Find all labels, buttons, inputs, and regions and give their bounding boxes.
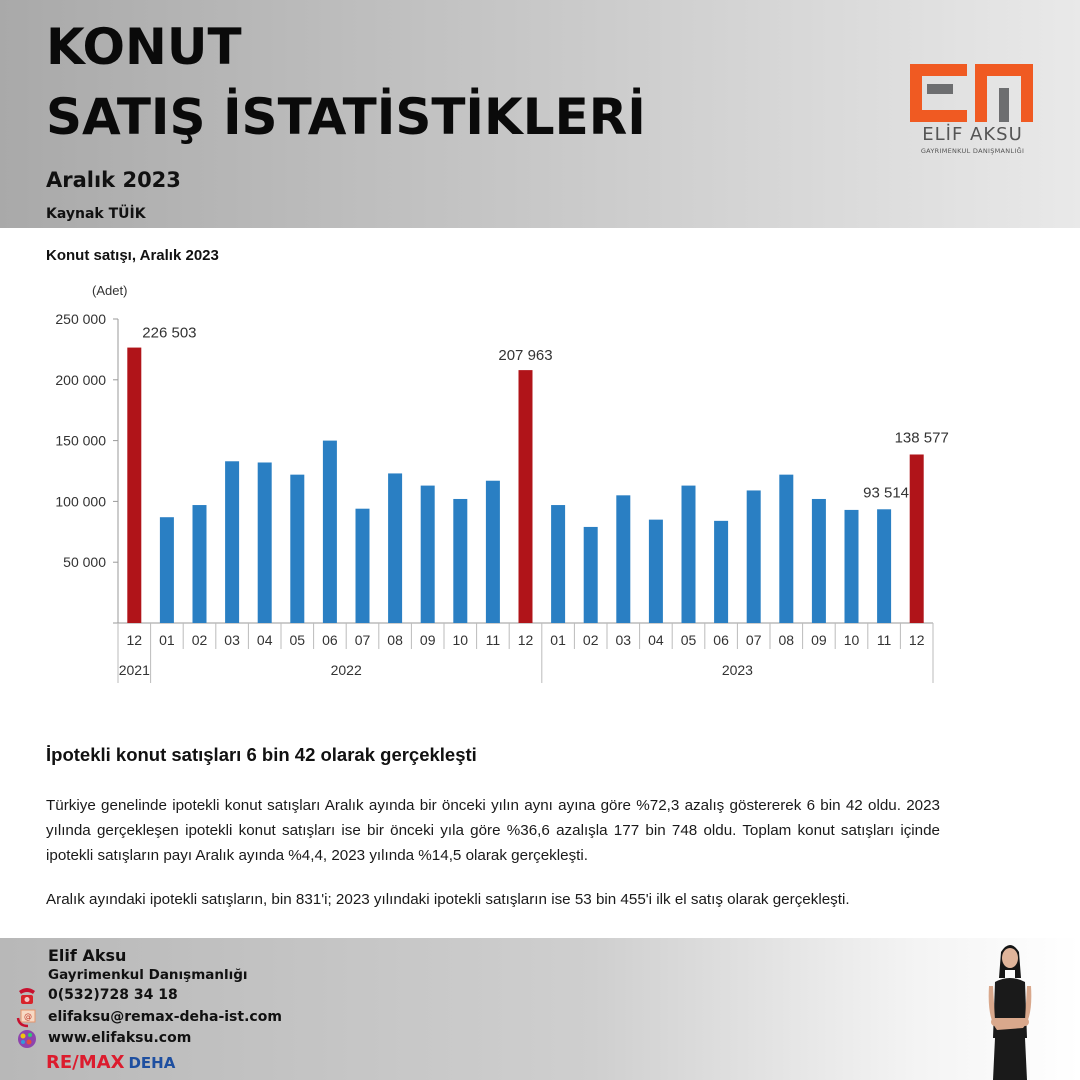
x-tick-label: 10 <box>452 632 469 648</box>
bar <box>649 520 663 623</box>
data-source: Kaynak TÜİK <box>46 206 146 222</box>
bar <box>160 517 174 623</box>
y-axis-label: (Adet) <box>92 283 128 298</box>
phone-number[interactable]: 0(532)728 34 18 <box>48 987 178 1003</box>
bar <box>453 499 467 623</box>
bar <box>290 475 304 623</box>
bar <box>779 475 793 623</box>
page-title-line1: KONUT <box>46 18 242 76</box>
header-banner <box>0 0 1080 228</box>
ea-logo-icon <box>905 62 1040 124</box>
chart-title: Konut satışı, Aralık 2023 <box>46 247 219 264</box>
bar-highlight <box>519 370 533 623</box>
x-tick-label: 12 <box>126 632 143 648</box>
x-tick-label: 04 <box>256 632 273 648</box>
x-tick-label: 05 <box>289 632 306 648</box>
x-tick-label: 06 <box>322 632 338 648</box>
x-tick-label: 02 <box>191 632 208 648</box>
bar <box>584 527 598 623</box>
bar <box>616 495 630 623</box>
bar <box>225 461 239 623</box>
x-tick-label: 07 <box>745 632 762 648</box>
article-title: İpotekli konut satışları 6 bin 42 olarak gerçekleşti <box>46 744 477 765</box>
svg-text:@: @ <box>24 1012 32 1021</box>
bar <box>421 486 435 623</box>
bar <box>714 521 728 623</box>
data-label: 138 577 <box>894 429 949 447</box>
bar <box>877 509 891 623</box>
x-tick-label: 11 <box>876 632 892 648</box>
x-tick-label: 09 <box>419 632 436 648</box>
bar <box>258 462 272 623</box>
email-icon <box>16 1008 38 1028</box>
year-label: 2022 <box>330 662 362 678</box>
brand-logo <box>905 62 1040 162</box>
data-label: 93 514 <box>863 484 910 502</box>
x-tick-label: 08 <box>387 632 403 648</box>
x-tick-label: 04 <box>648 632 664 648</box>
year-label: 2021 <box>118 662 150 678</box>
x-tick-label: 10 <box>843 632 860 648</box>
bar <box>845 510 859 623</box>
x-tick-label: 05 <box>680 632 697 648</box>
x-tick-label: 01 <box>159 632 175 648</box>
data-label: 207 963 <box>498 347 553 365</box>
globe-icon <box>16 1029 38 1049</box>
deha-wordmark: DEHA <box>128 1054 176 1072</box>
remax-wordmark: RE/MAX <box>46 1052 125 1073</box>
article-paragraph-2: Aralık ayındaki ipotekli satışların, bin 831'i; 2023 yılındaki ipotekli satışların ise 53 bin 455'i ilk el satış olarak gerçekleşti. <box>46 891 850 908</box>
bar <box>812 499 826 623</box>
bar <box>486 481 500 623</box>
email-link[interactable]: elifaksu@remax-deha-ist.com <box>48 1009 282 1025</box>
x-tick-label: 09 <box>811 632 827 648</box>
agent-role: Gayrimenkul Danışmanlığı <box>48 967 248 983</box>
x-tick-label: 01 <box>550 632 566 648</box>
x-tick-label: 02 <box>582 632 599 648</box>
agent-photo <box>975 938 1045 1080</box>
x-tick-label: 03 <box>615 632 632 648</box>
website-link[interactable]: www.elifaksu.com <box>48 1030 192 1046</box>
data-label: 226 503 <box>142 324 197 342</box>
logo-name: ELİF AKSU <box>922 124 1023 145</box>
x-tick-label: 11 <box>485 632 501 648</box>
phone-icon <box>16 986 38 1006</box>
article-paragraph-1: Türkiye genelinde ipotekli konut satışları Aralık ayında bir önceki yılın aynı ayına göre %72,3 azalış göstererek 6 bin 42 oldu. 2023 yılında gerçekleşen ipotekli konut satışları ise bir önceki yıla göre %36,6 azalışla 177 bin 748 oldu. Toplam konut satışları içinde ipotekli satışların payı Aralık ayında %4,4, 2023 yılında %14,5 olarak gerçekleşti. <box>46 797 940 864</box>
y-tick-label: 200 000 <box>55 371 106 388</box>
bar <box>551 505 565 623</box>
logo-tagline: GAYRIMENKUL DANIŞMANLIĞI <box>920 147 1025 155</box>
x-tick-label: 06 <box>713 632 729 648</box>
bar <box>323 441 337 623</box>
x-tick-label: 08 <box>778 632 795 648</box>
bar <box>388 473 402 623</box>
contact-footer <box>0 938 1080 1080</box>
bar-chart <box>40 275 960 695</box>
year-label: 2023 <box>721 662 753 678</box>
y-tick-label: 150 000 <box>55 432 106 449</box>
bar <box>682 486 696 623</box>
x-tick-label: 07 <box>354 632 371 648</box>
bar-highlight <box>127 348 141 623</box>
bar <box>747 490 761 623</box>
bar <box>356 509 370 623</box>
x-tick-label: 12 <box>908 632 925 648</box>
page-subtitle: Aralık 2023 <box>46 168 181 192</box>
y-tick-label: 100 000 <box>55 493 106 510</box>
bar <box>193 505 207 623</box>
y-tick-label: 50 000 <box>63 554 106 571</box>
bar-highlight <box>910 454 924 623</box>
remax-deha-logo <box>46 1052 175 1073</box>
x-tick-label: 03 <box>224 632 240 648</box>
agent-name: Elif Aksu <box>48 946 127 965</box>
y-tick-label: 250 000 <box>55 311 106 327</box>
page-title-line2: SATIŞ İSTATİSTİKLERİ <box>46 88 646 146</box>
x-tick-label: 12 <box>517 632 534 648</box>
